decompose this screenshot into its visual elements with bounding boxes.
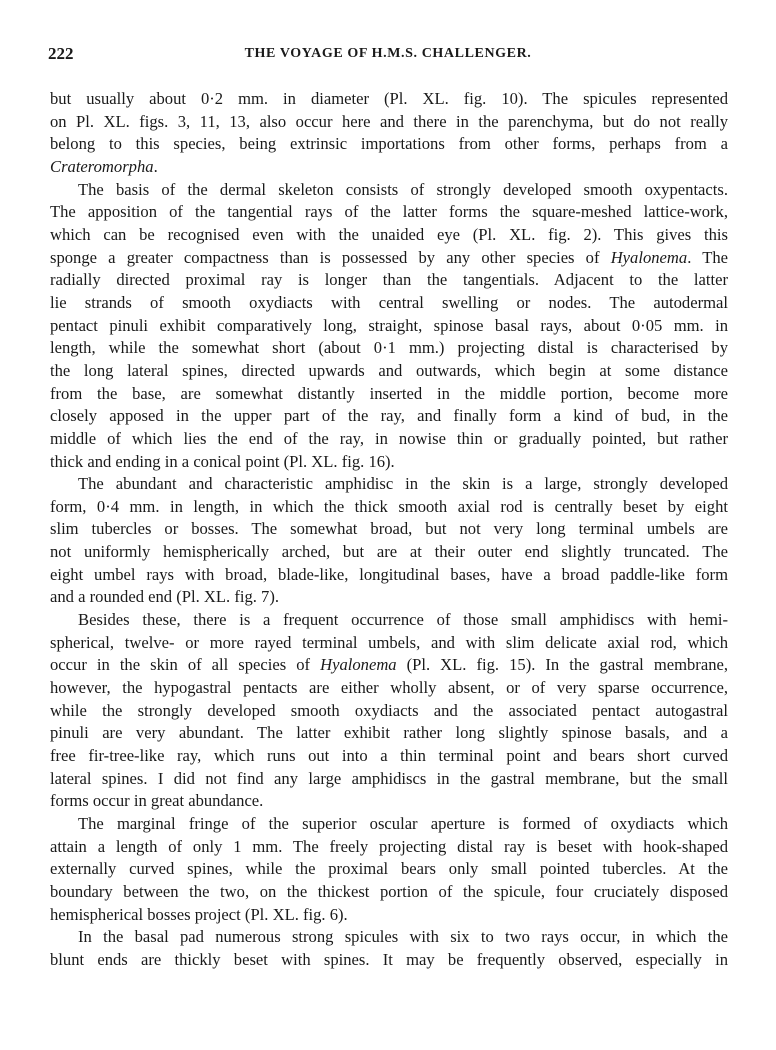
text-line: externally curved spines, while the proximal bears only small pointed tubercles. At the [50, 859, 728, 879]
text-line: however, the hypogastral pentacts are either wholly absent, or of very sparse occurrence, [50, 678, 728, 698]
text-line: eight umbel rays with broad, blade-like, longitudinal bases, have a broad paddle-like form [50, 564, 728, 584]
text-line: hemispherical bosses project (Pl. XL. fig. 6). [50, 904, 348, 924]
text-line: which can be recognised even with the unaided eye (Pl. XL. fig. 2). This gives this [50, 224, 728, 244]
text-line: not uniformly hemispherically arched, but are at their outer end slightly truncated. The [50, 542, 728, 562]
text-line: from the base, are somewhat distantly inserted in the middle portion, become more [50, 383, 728, 403]
text-line: Besides these, there is a frequent occurrence of those small amphidiscs with hemi- [78, 610, 728, 630]
text-line: The apposition of the tangential rays of the latter forms the square-meshed lattice-work, [50, 202, 728, 222]
italic-term: Crateromorpha [50, 156, 154, 176]
page-number: 222 [48, 44, 74, 63]
text-line: and a rounded end (Pl. XL. fig. 7). [50, 587, 280, 607]
paragraph [50, 813, 728, 926]
text-line: slim tubercles or bosses. The somewhat broad, but not very long terminal umbels are [50, 519, 728, 539]
text-line: on Pl. XL. figs. 3, 11, 13, also occur here and there in the parenchyma, but do not really [50, 111, 728, 131]
text-line: lie strands of smooth oxydiacts with central swelling or nodes. The autodermal [50, 292, 728, 312]
text-line: but usually about 0·2 mm. in diameter (Pl. XL. fig. 10). The spicules represented [50, 89, 728, 108]
text-line: spherical, twelve- or more rayed terminal umbels, and with slim delicate axial rod, which [50, 632, 728, 652]
paragraph [50, 179, 728, 474]
text-line: while the strongly developed smooth oxydiacts and the associated pentact autogastral [50, 700, 728, 720]
text-line: lateral spines. I did not find any large amphidiscs in the gastral membrane, but the small [50, 768, 728, 788]
text-line: form, 0·4 mm. in length, in which the thick smooth axial rod is centrally beset by eight [50, 496, 728, 516]
text-line: attain a length of only 1 mm. The freely projecting distal ray is beset with hook-shaped [50, 836, 728, 856]
text-line: Crateromorpha. [50, 156, 158, 176]
text-line: forms occur in great abundance. [50, 791, 264, 811]
text-line: sponge a greater compactness than is possessed by any other species of Hyalonema. The [50, 247, 728, 267]
body-text [50, 88, 728, 972]
text-line: radially directed proximal ray is longer than the tangentials. Adjacent to the latter [50, 270, 728, 290]
text-line: pinuli are very abundant. The latter exhibit rather long slightly spinose basals, and a [50, 723, 728, 743]
text-line: boundary between the two, on the thickest portion of the spicule, four cruciately disposed [50, 881, 728, 901]
paragraph [50, 88, 728, 179]
paragraph [50, 926, 728, 971]
text-line: The abundant and characteristic amphidisc in the skin is a large, strongly developed [78, 474, 728, 494]
text-line: length, while the somewhat short (about 0·1 mm.) projecting distal is characterised by [50, 338, 728, 358]
paragraph [50, 609, 728, 813]
text-line: middle of which lies the end of the ray, in nowise thin or gradually pointed, but rather [50, 428, 728, 448]
running-title: THE VOYAGE OF H.M.S. CHALLENGER. [244, 46, 532, 61]
text-line: the long lateral spines, directed upwards and outwards, which begin at some distance [50, 360, 728, 380]
text-line: In the basal pad numerous strong spicules with six to two rays occur, in which the [78, 927, 728, 947]
italic-term: Hyalonema [610, 247, 688, 267]
paragraph [50, 473, 728, 609]
text-line: closely apposed in the upper part of the ray, and finally form a kind of bud, in the [50, 406, 728, 426]
text-line: free fir-tree-like ray, which runs out into a thin terminal point and bears short curved [50, 746, 728, 766]
text-line: The marginal fringe of the superior oscular aperture is formed of oxydiacts which [78, 814, 728, 833]
text-line: thick and ending in a conical point (Pl. XL. fig. 16). [50, 451, 395, 471]
text-line: belong to this species, being extrinsic importations from other forms, perhaps from a [50, 134, 728, 154]
text-line: pentact pinuli exhibit comparatively long, straight, spinose basal rays, about 0·05 mm. in [50, 315, 728, 335]
italic-term: Hyalonema [320, 655, 397, 675]
text-line: The basis of the dermal skeleton consists of strongly developed smooth oxypentacts. [78, 179, 728, 199]
text-line: occur in the skin of all species of Hyalonema (Pl. XL. fig. 15). In the gastral membrane, [50, 655, 729, 675]
text-line: blunt ends are thickly beset with spines. It may be frequently observed, especially in [50, 949, 728, 969]
